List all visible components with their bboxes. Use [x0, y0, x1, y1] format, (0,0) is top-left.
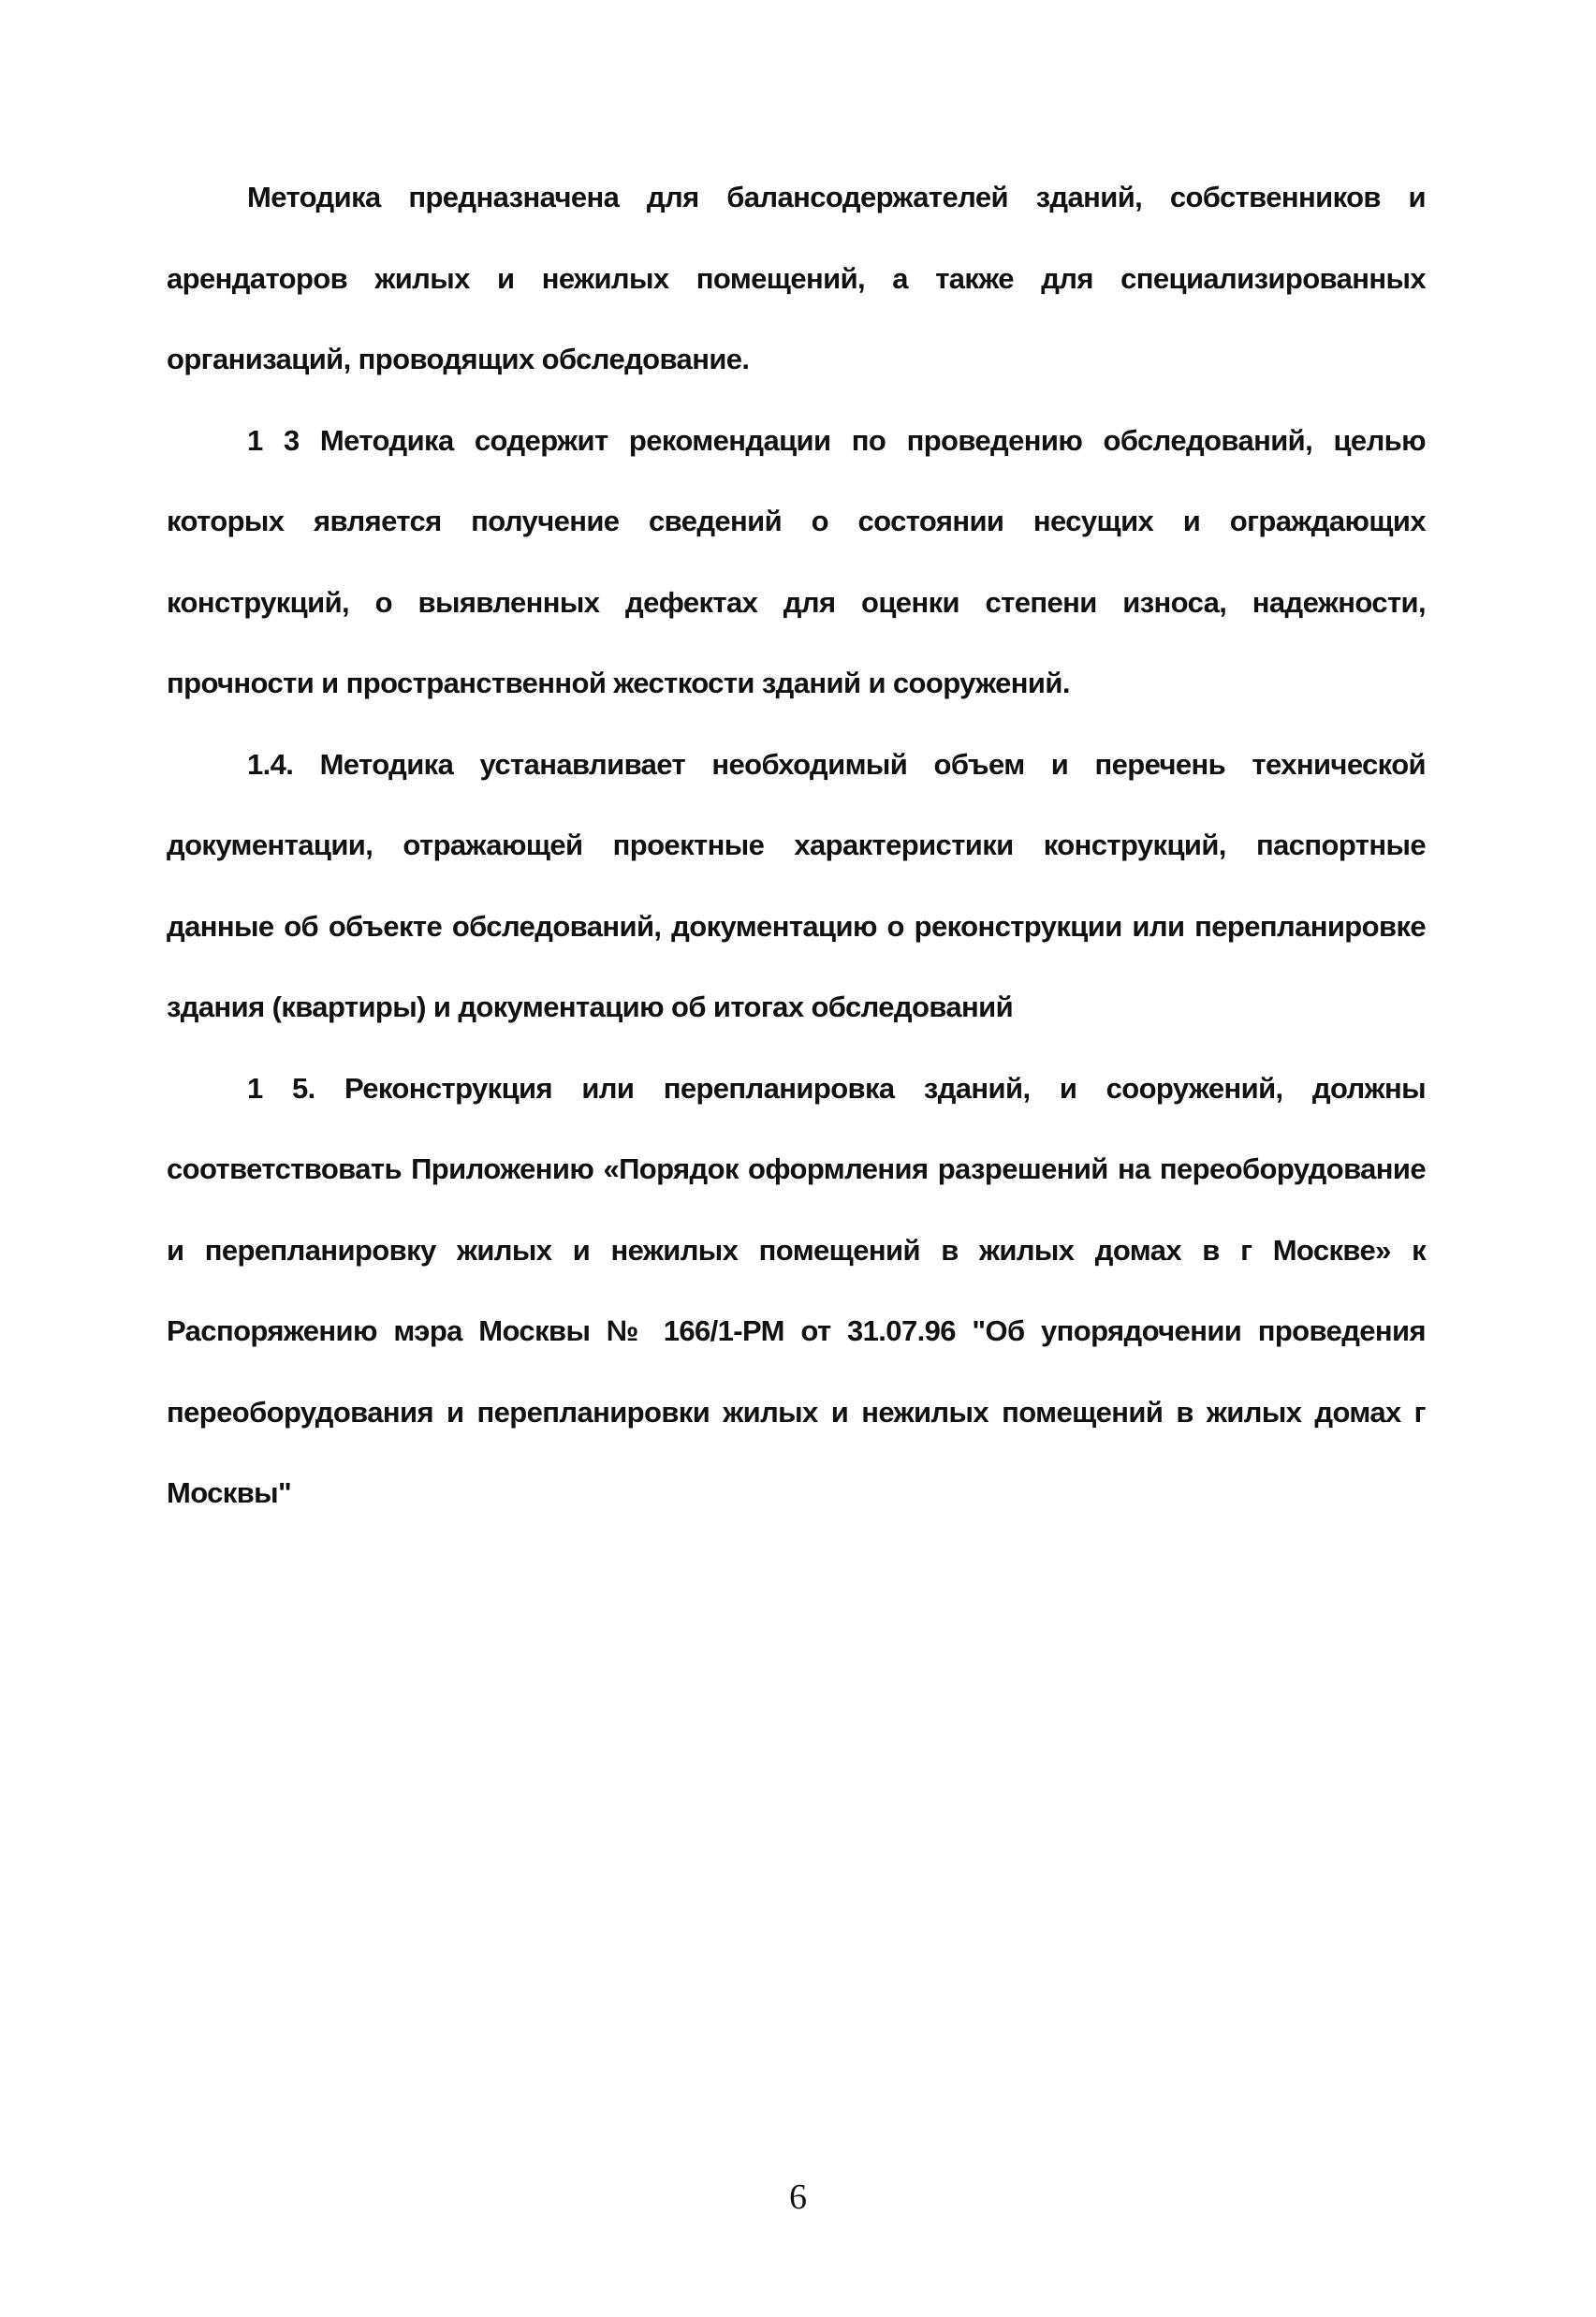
paragraph-1-3: 1 3 Методика содержит рекомендации по проведению обследований, целью которых является получение сведений о состоянии несущих и ограждающих конструкций, о выявленных дефектах для оценки степени износа, надежности, прочности и пространственной жесткости зданий и сооружений. — [167, 423, 1426, 699]
paragraph-1-5: 1 5. Реконструкция или перепланировка зданий, и сооружений, должны соответствовать Приложению «Порядок оформления разрешений на переоборудование и перепланировку жилых и нежилых помещений в жилых домах в г Москве» к Распоряжению мэра Москвы № 166/1-РМ от 31.07.96 "Об упорядочении проведения переоборудования и перепланировки жилых и нежилых помещений в жилых домах г Москвы" — [167, 1071, 1426, 1509]
body-text — [167, 157, 1426, 1534]
paragraph-intended-users: Методика предназначена для балансодержателей зданий, собственников и арендаторов жилых и нежилых помещений, а также для специализированных организаций, проводящих обследование. — [167, 181, 1426, 375]
paragraph-1-4: 1.4. Методика устанавливает необходимый объем и перечень технической документации, отражающей проектные характеристики конструкций, паспортные данные об объекте обследований, документацию о реконструкции или перепланировке здания (квартиры) и документацию об итогах обследований — [167, 747, 1426, 1023]
page-number: 6 — [789, 2178, 807, 2217]
